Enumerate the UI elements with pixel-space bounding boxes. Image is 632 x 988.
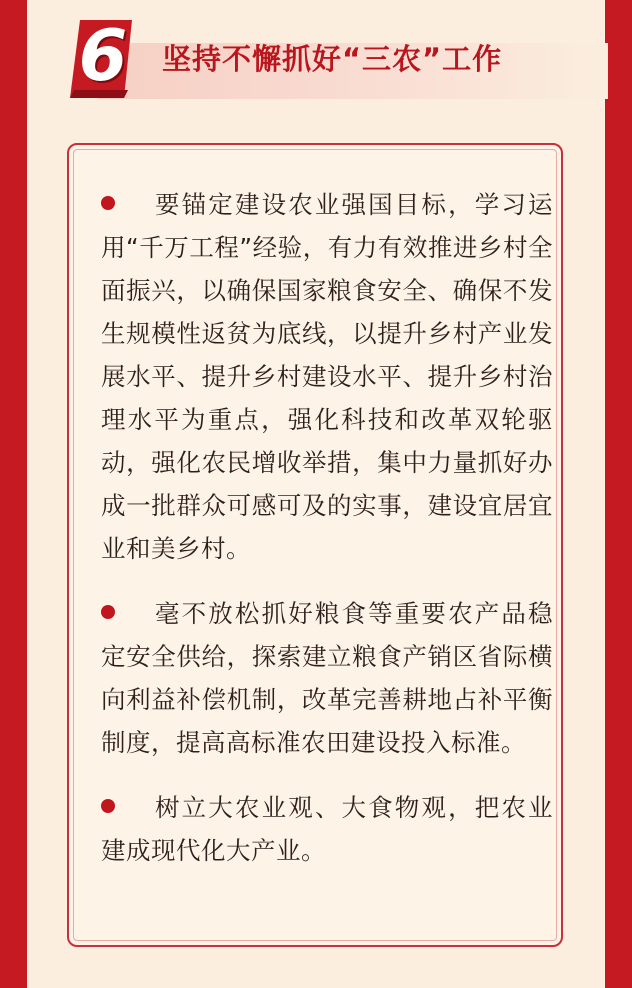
section-number-badge [70,16,132,98]
bullet-dot-icon [101,605,115,619]
right-border-stripe [605,0,632,988]
section-header [70,12,610,98]
section-title: 坚持不懈抓好“三农”工作 [162,42,503,76]
bullet-text: 毫不放松抓好粮食等重要农产品稳定安全供给，探索建立粮食产销区省际横向利益补偿机制，改革完善耕地占补平衡制度，提高高标准农田建设投入标准。 [101,599,553,757]
bullet-dot-icon [101,799,115,813]
bullet-item [101,183,553,570]
left-border-stripe [0,0,27,988]
bullet-item [101,786,553,872]
content-card [67,143,563,947]
bullet-text: 要锚定建设农业强国目标，学习运用“千万工程”经验，有力有效推进乡村全面振兴，以确保国家粮食安全、确保不发生规模性返贫为底线，以提升乡村产业发展水平、提升乡村建设水平、提升乡村治理水平为重点，强化科技和改革双轮驱动，强化农民增收举措，集中力量抓好办成一批群众可感可及的实事，建设宜居宜业和美乡村。 [101,190,553,563]
bullet-list [101,183,553,894]
bullet-text: 树立大农业观、大食物观，把农业建成现代化大产业。 [101,793,553,865]
section-number: 6 [78,15,128,97]
bullet-item [101,592,553,764]
bullet-dot-icon [101,196,115,210]
